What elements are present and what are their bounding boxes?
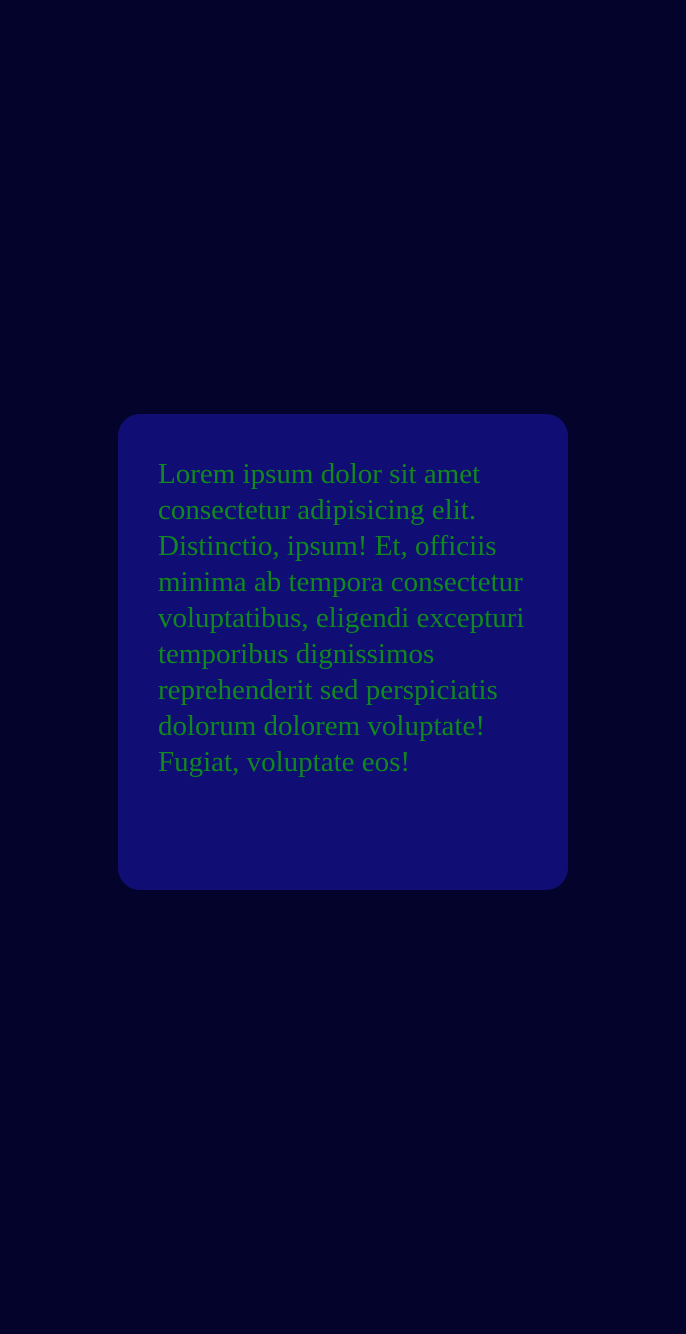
- text-card: [118, 414, 568, 890]
- card-paragraph: Lorem ipsum dolor sit amet consectetur adipisicing elit. Distinctio, ipsum! Et, officiis minima ab tempora consectetur voluptatibus, eligendi excepturi temporibus dignissimos reprehenderit sed perspiciatis dolorum dolorem voluptate! Fugiat, voluptate eos!: [158, 458, 525, 778]
